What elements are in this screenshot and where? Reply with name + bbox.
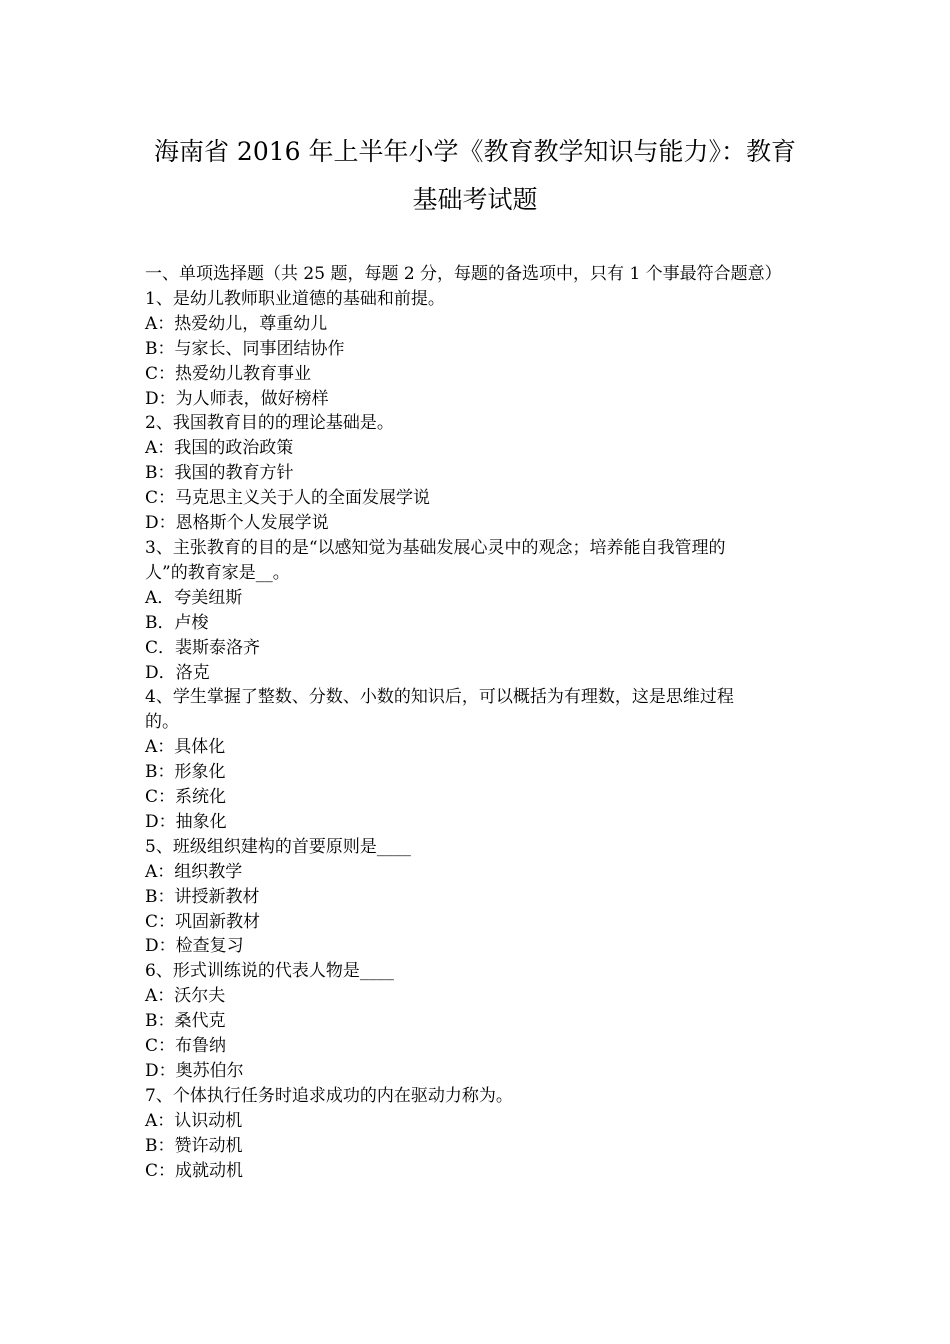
option-5b: B：讲授新教材 <box>145 886 260 907</box>
option-4c: C：系统化 <box>145 787 227 808</box>
option-3b: B．卢梭 <box>145 612 209 633</box>
option-5d: D：检查复习 <box>145 936 244 957</box>
question-stem-1: 1、是幼儿教师职业道德的基础和前提。 <box>145 288 445 309</box>
question-stem-3: 3、主张教育的目的是“以感知觉为基础发展心灵中的观念；培养能自我管理的 <box>145 537 726 558</box>
document-body <box>145 262 810 1184</box>
question-stem-4-cont: 的。 <box>145 712 179 733</box>
option-5a: A：组织教学 <box>145 861 243 882</box>
question-stem-3-cont: 人”的教育家是__。 <box>145 562 290 583</box>
option-4d: D：抽象化 <box>145 811 227 832</box>
option-2c: C：马克思主义关于人的全面发展学说 <box>145 488 431 509</box>
option-3c: C．裴斯泰洛齐 <box>145 637 261 658</box>
option-6d: D：奥苏伯尔 <box>145 1061 244 1081</box>
option-1b: B：与家长、同事团结协作 <box>145 338 345 359</box>
question-stem-7: 7、个体执行任务时追求成功的内在驱动力称为。 <box>145 1085 513 1106</box>
section-heading: 一、单项选择题（共 25 题，每题 2 分，每题的备选项中，只有 1 个事最符合题意） <box>145 264 782 284</box>
option-3a: A．夸美纽斯 <box>145 587 243 608</box>
option-6b: B：桑代克 <box>145 1011 226 1032</box>
option-1d: D：为人师表，做好榜样 <box>145 388 329 409</box>
option-7b: B：赞许动机 <box>145 1135 243 1156</box>
option-1a: A：热爱幼儿，尊重幼儿 <box>145 313 328 334</box>
question-stem-2: 2、我国教育目的的理论基础是。 <box>145 413 394 434</box>
option-4a: A：具体化 <box>145 737 226 758</box>
option-3d: D．洛克 <box>145 662 210 683</box>
document-title <box>100 128 850 224</box>
option-4b: B：形象化 <box>145 762 226 783</box>
option-5c: C：巩固新教材 <box>145 911 261 932</box>
option-7a: A：认识动机 <box>145 1110 243 1131</box>
question-stem-4: 4、学生掌握了整数、分数、小数的知识后，可以概括为有理数，这是思维过程 <box>145 687 734 708</box>
question-stem-6: 6、形式训练说的代表人物是____ <box>145 961 394 982</box>
option-7c: C：成就动机 <box>145 1160 244 1181</box>
option-2a: A：我国的政治政策 <box>145 438 294 459</box>
option-2b: B：我国的教育方针 <box>145 463 294 484</box>
option-6c: C：布鲁纳 <box>145 1036 227 1057</box>
option-1c: C：热爱幼儿教育事业 <box>145 363 312 384</box>
option-6a: A：沃尔夫 <box>145 986 226 1007</box>
title-line-1: 海南省 2016 年上半年小学《教育教学知识与能力》：教育 <box>153 137 797 166</box>
question-stem-5: 5、班级组织建构的首要原则是____ <box>145 836 411 857</box>
title-line-2: 基础考试题 <box>412 185 538 214</box>
option-2d: D：恩格斯个人发展学说 <box>145 513 329 534</box>
